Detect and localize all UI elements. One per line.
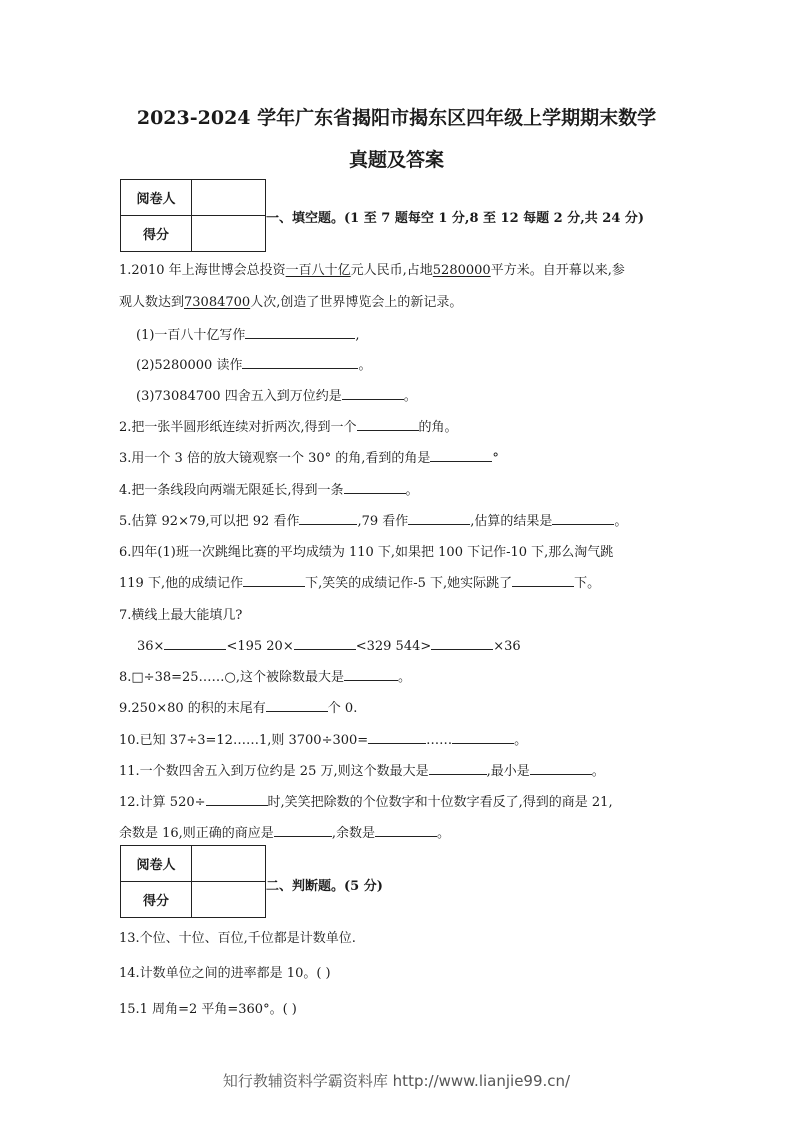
answer-blank[interactable] xyxy=(344,479,406,494)
question-15: 15.1 周角=2 平角=360°。( ) xyxy=(119,1002,297,1017)
section-2-heading: 二、判断题。(5 分) xyxy=(266,879,383,894)
reviewer-cell xyxy=(192,180,266,216)
question-1-cont: 观人数达到73084700人次,创造了世界博览会上的新记录。 xyxy=(119,295,463,310)
question-12: 12.计算 520÷ 时,笑笑把除数的个位数字和十位数字看反了,得到的商是 21, xyxy=(119,791,613,810)
answer-blank[interactable] xyxy=(512,572,574,587)
question-1-1: (1)一百八十亿写作 , xyxy=(136,324,360,343)
answer-blank[interactable] xyxy=(245,324,355,339)
question-1-3: (3)73084700 四舍五入到万位约是 。 xyxy=(136,385,417,404)
answer-blank[interactable] xyxy=(299,510,357,525)
question-2: 2.把一张半圆形纸连续对折两次,得到一个 的角。 xyxy=(119,416,458,435)
answer-blank[interactable] xyxy=(294,635,356,650)
section-1-heading: 一、填空题。(1 至 7 题每空 1 分,8 至 12 每题 2 分,共 24 分) xyxy=(266,211,645,226)
answer-blank[interactable] xyxy=(375,822,437,837)
answer-blank[interactable] xyxy=(344,666,398,681)
answer-blank[interactable] xyxy=(408,510,470,525)
reviewer-cell xyxy=(192,846,266,882)
question-14: 14.计数单位之间的进率都是 10。( ) xyxy=(119,966,331,981)
question-6: 6.四年(1)班一次跳绳比赛的平均成绩为 110 下,如果把 100 下记作-10 下,那么淘气跳 xyxy=(119,545,614,560)
answer-blank[interactable] xyxy=(342,385,404,400)
answer-blank[interactable] xyxy=(266,697,328,712)
answer-blank[interactable] xyxy=(552,510,614,525)
score-table-2 xyxy=(120,845,266,918)
question-7: 7.横线上最大能填几? xyxy=(119,608,243,623)
answer-blank[interactable] xyxy=(357,416,419,431)
question-10: 10.已知 37÷3=12……1,则 3700÷300= …… 。 xyxy=(119,729,527,748)
question-12-cont: 余数是 16,则正确的商应是 ,余数是 。 xyxy=(119,822,450,841)
document-title-line1: 2023-2024 学年广东省揭阳市揭东区四年级上学期期末数学 xyxy=(136,107,657,129)
question-13: 13.个位、十位、百位,千位都是计数单位. xyxy=(119,931,356,946)
score-cell xyxy=(192,216,266,252)
answer-blank[interactable] xyxy=(431,635,493,650)
answer-blank[interactable] xyxy=(206,791,268,806)
question-1: 1.2010 年上海世博会总投资一百八十亿元人民币,占地5280000平方米。自开幕以来,参 xyxy=(119,263,625,278)
answer-blank[interactable] xyxy=(242,354,358,369)
question-3: 3.用一个 3 倍的放大镜观察一个 30° 的角,看到的角是 ° xyxy=(119,447,499,466)
answer-blank[interactable] xyxy=(274,822,332,837)
question-5: 5.估算 92×79,可以把 92 看作 ,79 看作 ,估算的结果是 。 xyxy=(119,510,627,529)
score-cell xyxy=(192,882,266,918)
question-9: 9.250×80 的积的末尾有 个 0. xyxy=(119,697,357,716)
document-title-line2: 真题及答案 xyxy=(348,149,444,171)
answer-blank[interactable] xyxy=(452,729,514,744)
answer-blank[interactable] xyxy=(243,572,305,587)
question-4: 4.把一条线段向两端无限延长,得到一条 。 xyxy=(119,479,419,498)
question-11: 11.一个数四舍五入到万位约是 25 万,则这个数最大是 ,最小是 。 xyxy=(119,760,605,779)
reviewer-label: 阅卷人 xyxy=(121,180,192,216)
question-1-2: (2)5280000 读作 。 xyxy=(136,354,371,373)
answer-blank[interactable] xyxy=(430,447,492,462)
answer-blank[interactable] xyxy=(164,635,226,650)
answer-blank[interactable] xyxy=(368,729,426,744)
score-label: 得分 xyxy=(121,216,192,252)
score-label: 得分 xyxy=(121,882,192,918)
footer-watermark: 知行教辅资料学霸资料库 http://www.lianjie99.cn/ xyxy=(222,1072,571,1090)
reviewer-label: 阅卷人 xyxy=(121,846,192,882)
question-6-cont: 119 下,他的成绩记作 下,笑笑的成绩记作-5 下,她实际跳了 下。 xyxy=(119,572,600,591)
question-7-items: 36× <195 20× <329 544> ×36 xyxy=(137,635,521,654)
score-table-1 xyxy=(120,179,266,252)
answer-blank[interactable] xyxy=(429,760,487,775)
question-8: 8.□÷38=25……○,这个被除数最大是 。 xyxy=(119,666,411,685)
answer-blank[interactable] xyxy=(530,760,592,775)
